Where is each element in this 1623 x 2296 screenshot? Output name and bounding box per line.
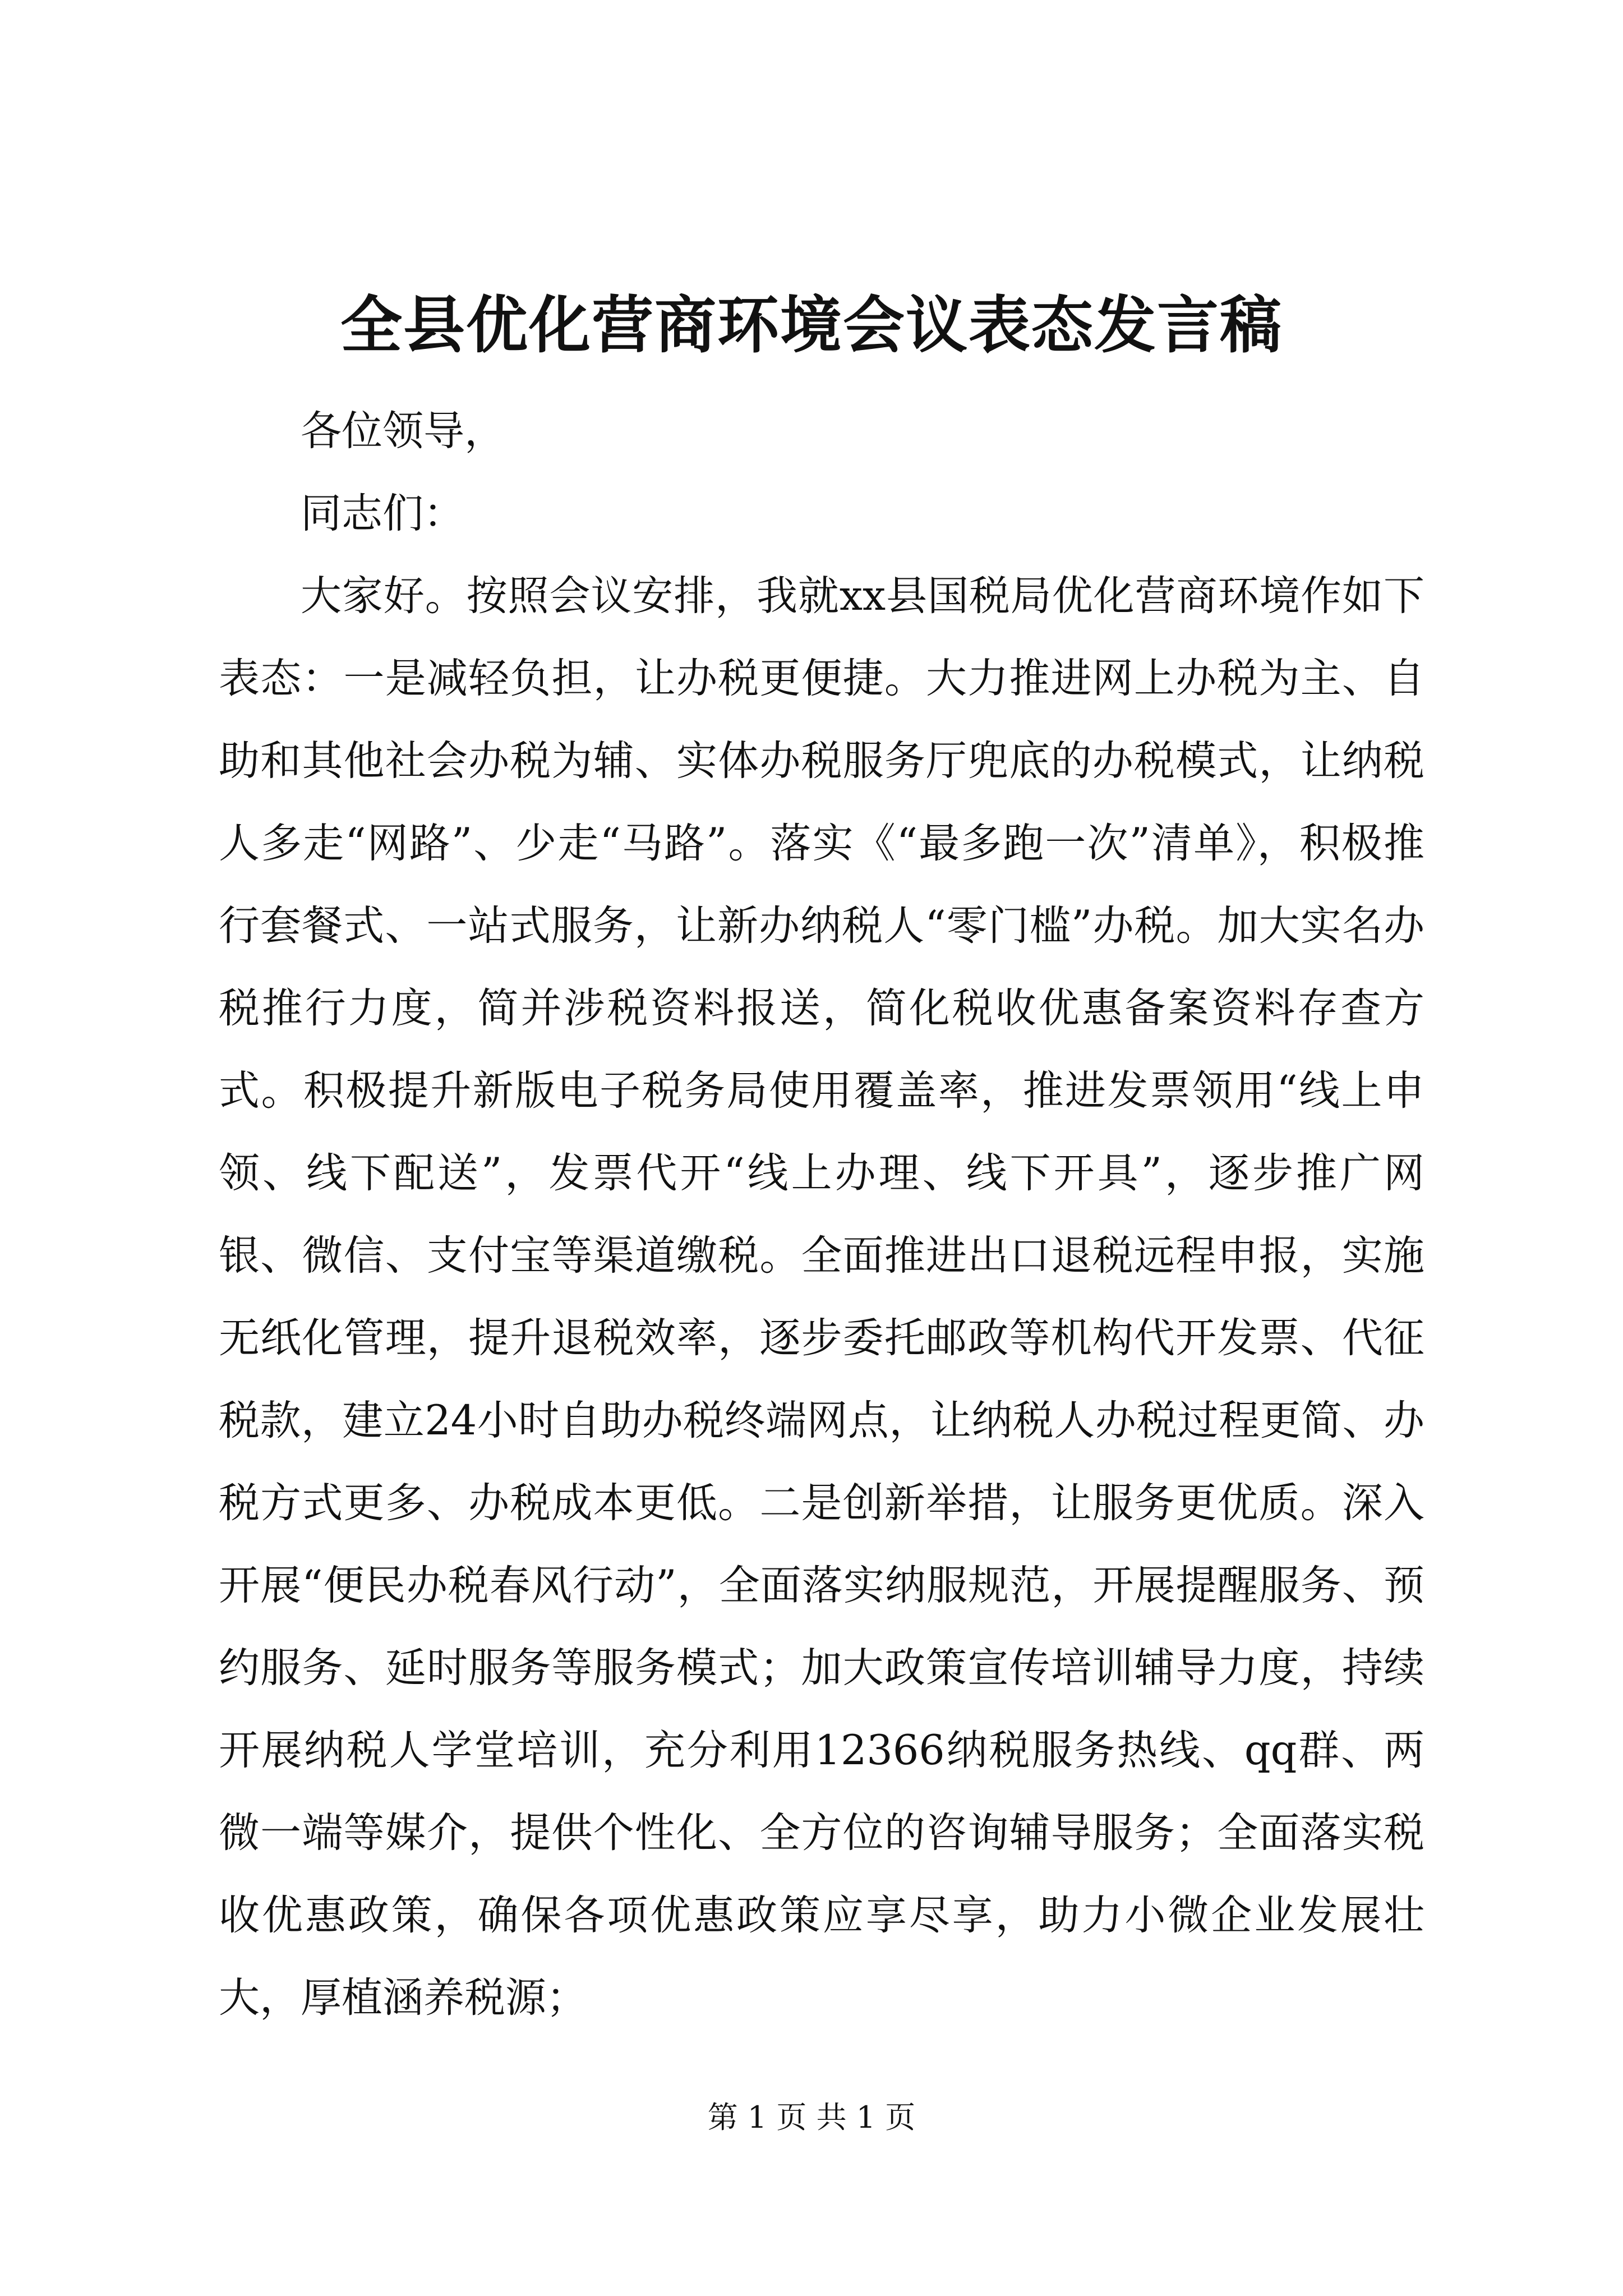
- salutation-leaders: 各位领导，: [301, 407, 505, 455]
- salutation-comrades: 同志们：: [301, 490, 464, 537]
- page-footer: 第 1 页 共 1 页: [707, 2100, 916, 2135]
- document-title: 全县优化营商环境会议表态发言稿: [340, 289, 1283, 361]
- body-paragraph: 大家好。按照会议安排，我就xx县国税局优化营商环境作如下表态：一是减轻负担，让办税更便捷。大力推进网上办税为主、自助和其他社会办税为辅、实体办税服务厅兜底的办税模式，让纳税人多走“网路”、少走“马路”。落实《“最多跑一次”清单》，积极推行套餐式、一站式服务，让新办纳税人“零门槛”办税。加大实名办税推行力度，简并涉税资料报送，简化税收优惠备案资料存查方式。积极提升新版电子税务局使用覆盖率，推进发票领用“线上申领、线下配送”，发票代开“线上办理、线下开具”，逐步推广网银、微信、支付宝等渠道缴税。全面推进出口退税远程申报，实施无纸化管理，提升退税效率，逐步委托邮政等机构代开发票、代征税款，建立24小时自助办税终端网点，让纳税人办税过程更简、办税方式更多、办税成本更低。二是创新举措，让服务更优质。深入开展“便民办税春风行动”，全面落实纳服规范，开展提醒服务、预约服务、延时服务等服务模式；加大政策宣传培训辅导力度，持续开展纳税人学堂培训，充分利用12366纳税服务热线、qq群、两微一端等媒介，提供个性化、全方位的咨询辅导服务；全面落实税收优惠政策，确保各项优惠政策应享尽享，助力小微企业发展壮大，厚植涵养税源；: [219, 572, 1424, 2022]
- document-body: [219, 390, 1424, 2039]
